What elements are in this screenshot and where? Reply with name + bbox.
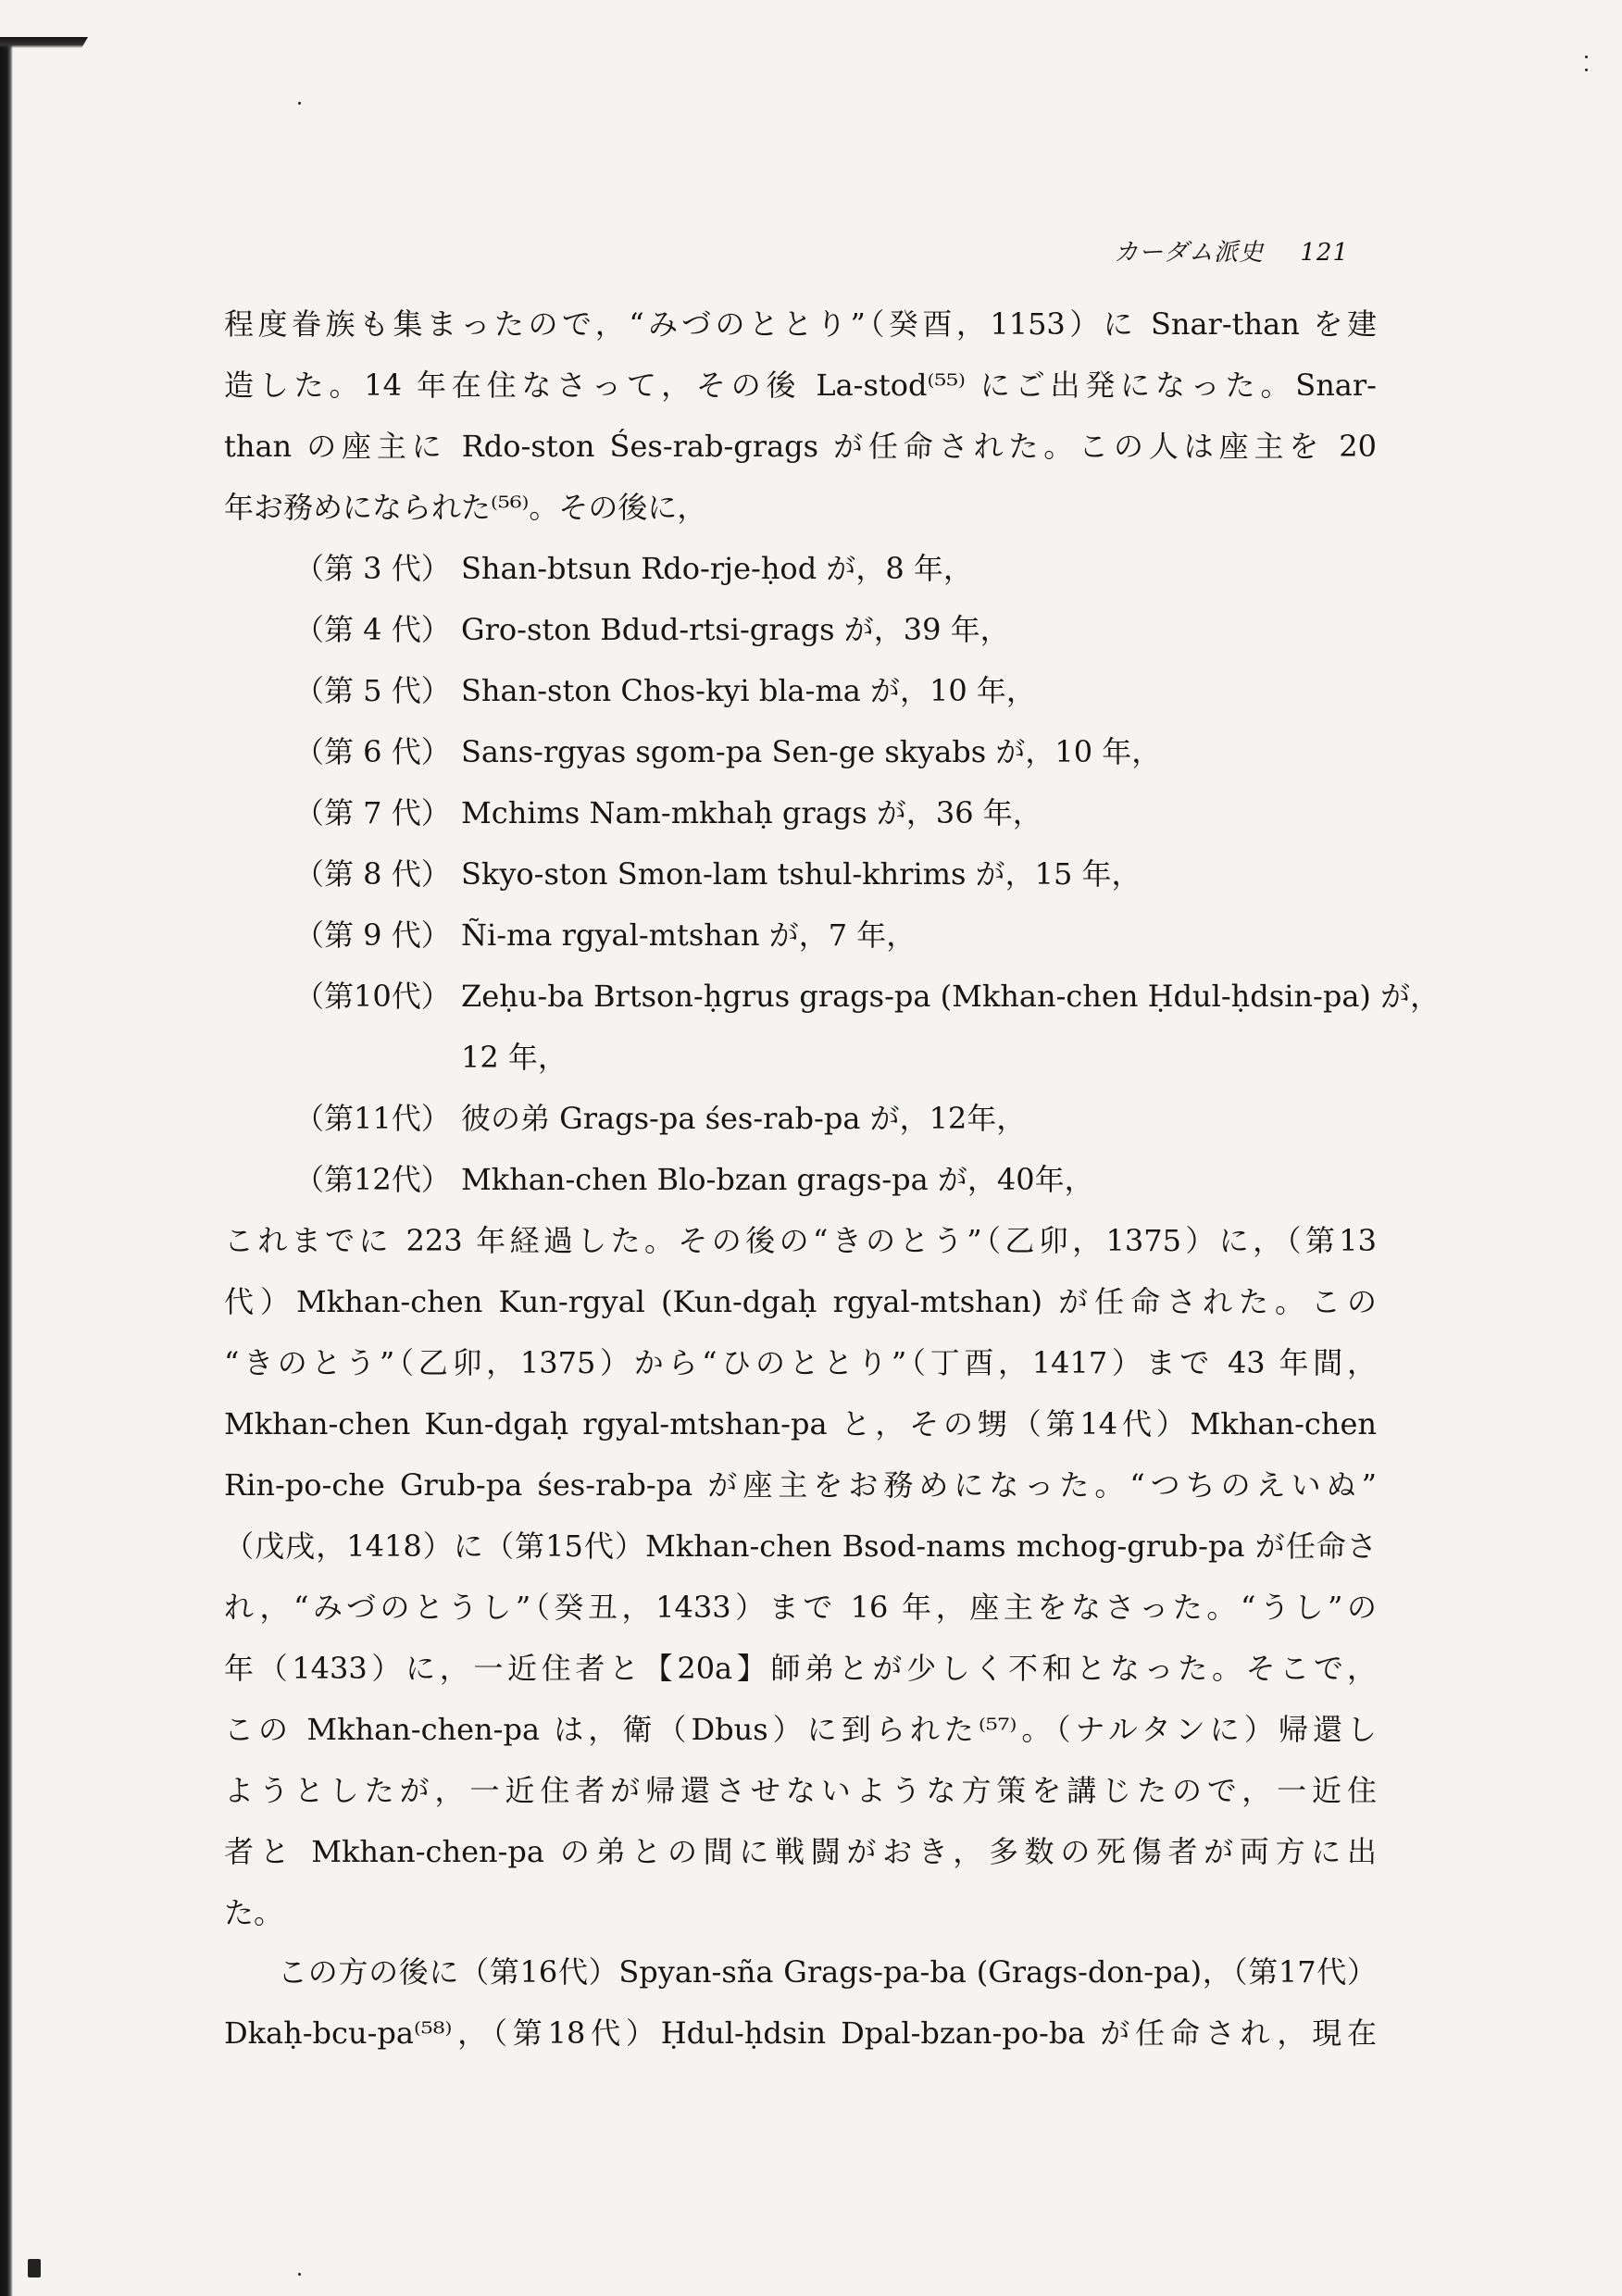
abbot-entry: 12 年， [461,1040,568,1075]
scan-speck [28,2259,41,2277]
text-line: 者と Mkhan-chen-pa の弟との間に戦闘がおき，多数の死傷者が両方に出 [224,1834,1377,1869]
running-header [1114,233,1349,268]
text-line: ようとしたが，一近住者が帰還させないような方策を講じたので，一近住 [224,1773,1377,1808]
text-line: than の座主に Rdo-ston Śes-rab-grags が任命された。この人は座主を 20 [224,429,1377,464]
list-item [294,907,917,963]
generation-label: （第 9 代） [294,917,451,953]
list-item [294,602,1010,657]
list-item [294,846,1142,902]
abbot-entry: Sans-rgyas sgom-pa Sen-ge skyabs が，10 年， [461,734,1162,769]
abbot-entry: Mkhan-chen Blo-bzan grags-pa が，40年， [461,1162,1094,1197]
text-line: 年（1433）に，一近住者と【20a】師弟とが少しく不和となった。そこで， [224,1651,1377,1686]
text-line: Mkhan-chen Kun-dgaḥ rgyal-mtshan-pa と，その甥（第14代）Mkhan-chen [224,1406,1377,1441]
header-title: カーダム派史 [1114,239,1265,267]
page-number: 121 [1300,239,1349,267]
text-line: 年お務めになられた⁽⁵⁶⁾。その後に， [224,490,707,525]
text-line: た。 [224,1895,284,1930]
abbot-entry: Mchims Nam-mkhaḥ grags が，36 年， [461,795,1042,830]
generation-label: （第 5 代） [294,673,451,708]
generation-label: （第12代） [294,1162,451,1197]
list-item [294,968,1441,1024]
generation-label: （第 6 代） [294,734,451,769]
text-line: （戊戌，1418）に（第15代）Mkhan-chen Bsod-nams mchog-grub-pa が任命さ [224,1529,1377,1564]
abbot-entry: Skyo-ston Smon-lam tshul-khrims が，15 年， [461,856,1142,892]
list-item [294,541,973,596]
scan-speck [1585,56,1588,58]
list-item [294,724,1162,780]
text-line: これまでに 223 年経過した。その後の“きのとう”（乙卯，1375）に，（第13 [224,1223,1377,1258]
list-item [294,663,1036,718]
scan-speck [1585,69,1588,71]
text-line: 程度眷族も集まったので，“みづのととり”（癸酉，1153）に Snar-than を建 [224,306,1377,342]
abbot-entry: Gro-ston Bdud-rtsi-grags が，39 年， [461,612,1010,647]
generation-label: （第10代） [294,979,451,1014]
binding-shadow [0,37,13,2296]
scan-speck [298,102,301,105]
abbot-entry: Shan-ston Chos-kyi bla-ma が，10 年， [461,673,1036,708]
binding-shadow-tail [0,37,88,48]
scan-speck [298,2273,301,2276]
text-line: 代）Mkhan-chen Kun-rgyal (Kun-dgaḥ rgyal-mtshan) が任命された。この [224,1284,1377,1319]
text-line: 造した。14 年在住なさって，その後 La-stod⁽⁵⁵⁾ にご出発になった。Snar- [224,368,1377,403]
text-line: Dkaḥ-bcu-pa⁽⁵⁸⁾，（第18代）Ḥdul-ḥdsin Dpal-bzan-po-ba が任命され，現在 [224,2015,1377,2051]
text-line: この方の後に（第16代）Spyan-sña Grags-pa-ba (Grags-don-pa)，（第17代） [278,1954,1377,1990]
list-item [294,785,1042,841]
abbot-entry: 彼の弟 Grags-pa śes-rab-pa が，12年， [461,1101,1027,1136]
list-item [294,1152,1094,1207]
text-line: この Mkhan-chen-pa は，衛（Dbus）に到られた⁽⁵⁷⁾。（ナルタンに）帰還し [224,1712,1377,1747]
list-item [294,1029,568,1085]
generation-label: （第 7 代） [294,795,451,830]
text-line: “きのとう”（乙卯，1375）から“ひのととり”（丁酉，1417）まで 43 年間， [224,1345,1377,1380]
abbot-entry: Ñi-ma rgyal-mtshan が，7 年， [461,917,917,953]
generation-label: （第 3 代） [294,551,451,586]
generation-label: （第 4 代） [294,612,451,647]
text-line: Rin-po-che Grub-pa śes-rab-pa が座主をお務めになった。“つちのえいぬ” [224,1467,1377,1503]
abbot-entry: Shan-btsun Rdo-rje-ḥod が，8 年， [461,551,973,586]
abbot-entry: Zeḥu-ba Brtson-ḥgrus grags-pa (Mkhan-chen Ḥdul-ḥdsin-pa) が， [461,979,1441,1014]
generation-label: （第 8 代） [294,856,451,892]
list-item [294,1091,1027,1146]
generation-label: （第11代） [294,1101,451,1136]
text-line: れ，“みづのとうし”（癸丑，1433）まで 16 年，座主をなさった。“うし”の [224,1590,1377,1625]
